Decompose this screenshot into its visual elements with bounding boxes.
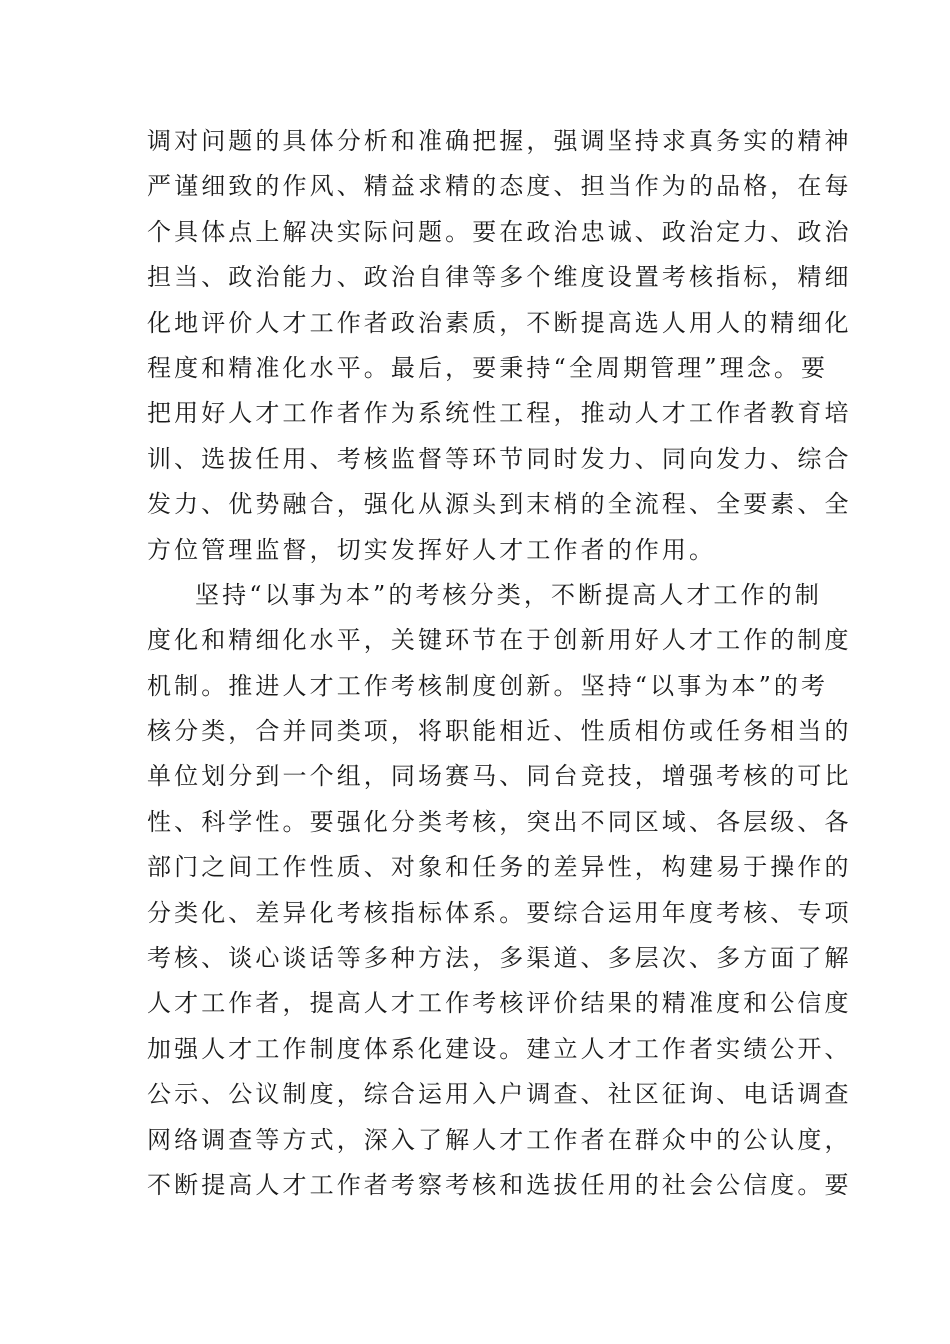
text-line: 不断提高人才工作者考察考核和选拔任用的社会公信度。要 bbox=[147, 1170, 852, 1199]
text-line: 单位划分到一个组，同场赛马、同台竞技，增强考核的可比 bbox=[147, 762, 852, 791]
text-line: 个具体点上解决实际问题。要在政治忠诚、政治定力、政治 bbox=[147, 217, 852, 246]
text-line: 分类化、差异化考核指标体系。要综合运用年度考核、专项 bbox=[147, 898, 852, 927]
text-line: 发力、优势融合，强化从源头到末梢的全流程、全要素、全 bbox=[147, 490, 852, 519]
text-line: 把用好人才工作者作为系统性工程，推动人才工作者教育培 bbox=[147, 399, 852, 428]
text-line: 训、选拔任用、考核监督等环节同时发力、同向发力、综合 bbox=[147, 444, 852, 473]
text-line: 方位管理监督，切实发挥好人才工作者的作用。 bbox=[147, 535, 717, 564]
text-line: 性、科学性。要强化分类考核，突出不同区域、各层级、各 bbox=[147, 807, 852, 836]
text-line: 人才工作者，提高人才工作考核评价结果的精准度和公信度 bbox=[147, 989, 852, 1018]
text-line: 坚持“以事为本”的考核分类，不断提高人才工作的制 bbox=[195, 580, 822, 609]
text-line: 加强人才工作制度体系化建设。建立人才工作者实绩公开、 bbox=[147, 1034, 852, 1063]
text-line: 化地评价人才工作者政治素质，不断提高选人用人的精细化 bbox=[147, 308, 852, 337]
text-line: 严谨细致的作风、精益求精的态度、担当作为的品格，在每 bbox=[147, 172, 852, 201]
text-line: 考核、谈心谈话等多种方法，多渠道、多层次、多方面了解 bbox=[147, 944, 852, 973]
text-line: 担当、政治能力、政治自律等多个维度设置考核指标，精细 bbox=[147, 263, 852, 292]
text-line: 公示、公议制度，综合运用入户调查、社区征询、电话调查 bbox=[147, 1080, 852, 1109]
text-line: 调对问题的具体分析和准确把握，强调坚持求真务实的精神 bbox=[147, 127, 852, 155]
text-line: 部门之间工作性质、对象和任务的差异性，构建易于操作的 bbox=[147, 853, 852, 882]
text-line: 网络调查等方式，深入了解人才工作者在群众中的公认度， bbox=[147, 1125, 852, 1154]
paragraph-1 bbox=[147, 119, 852, 573]
body-text bbox=[147, 119, 852, 1208]
text-line: 程度和精准化水平。最后，要秉持“全周期管理”理念。要 bbox=[147, 353, 829, 382]
paragraph-2 bbox=[147, 573, 852, 1208]
text-line: 核分类，合并同类项，将职能相近、性质相仿或任务相当的 bbox=[147, 717, 852, 746]
text-line: 机制。推进人才工作考核制度创新。坚持“以事为本”的考 bbox=[147, 671, 829, 700]
text-line: 度化和精细化水平，关键环节在于创新用好人才工作的制度 bbox=[147, 626, 852, 655]
